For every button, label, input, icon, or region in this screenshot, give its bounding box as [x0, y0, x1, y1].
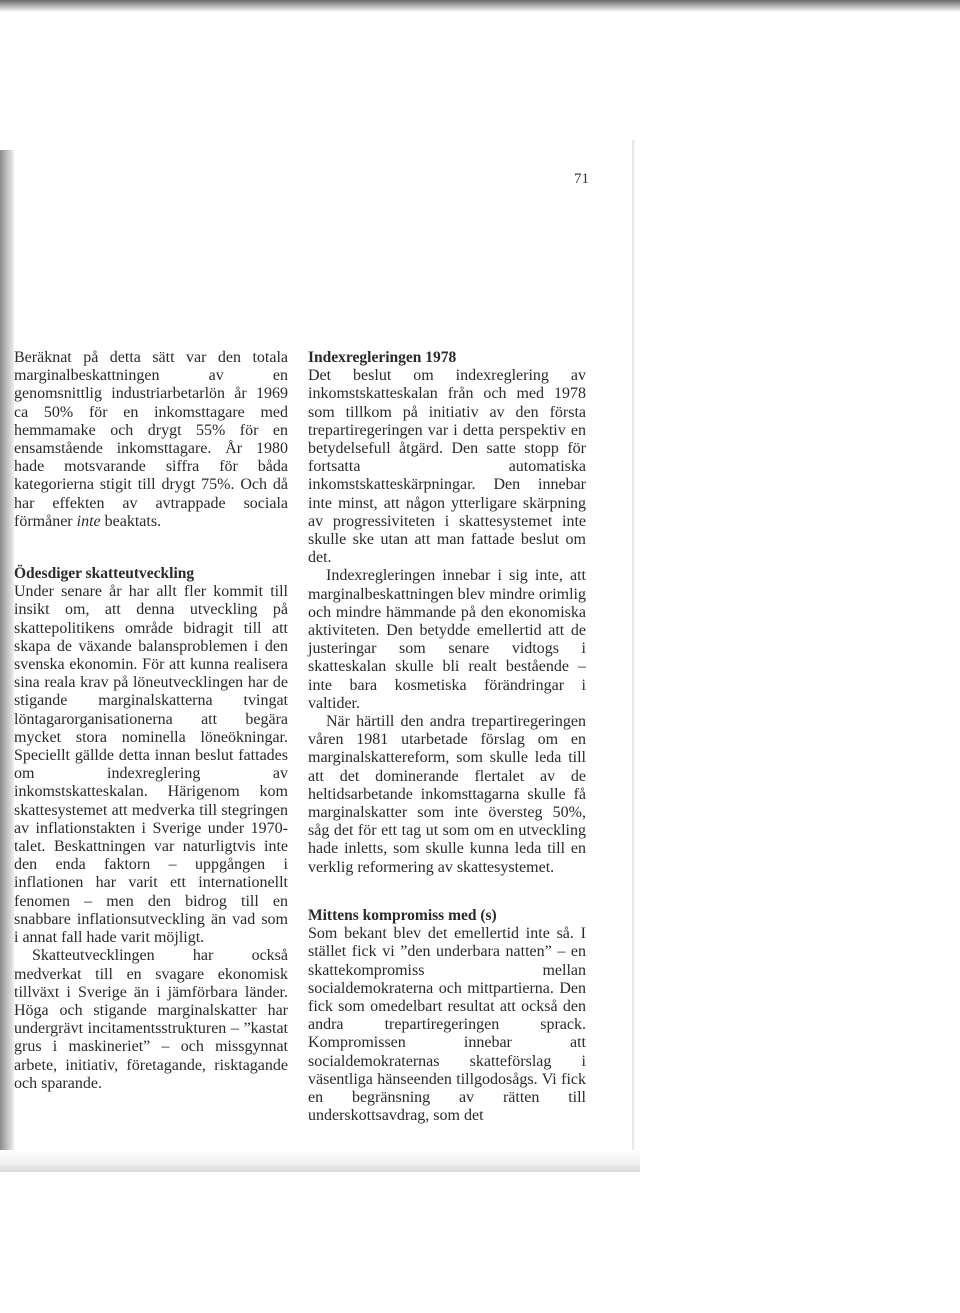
- section2-paragraph-3: När härtill den andra trepartiregeringen våren 1981 utarbetade förslag om en marginalskattereform, som skulle leda till att det dominerande flertalet av de heltidsarbetande inkomsttagarna skulle få marginalskatter som inte översteg 50%, såg det för ett tag ut som om en utveckling hade inletts, som skulle kunna leda till en verklig reformering av skattesystemet.: [308, 713, 586, 876]
- section-heading-odesdiger: Ödesdiger skatteutveckling: [14, 565, 195, 583]
- page-bottom-edge: [0, 1150, 640, 1172]
- section2-paragraph-1: Det beslut om indexreglering av inkomstskatteskalan från och med 1978 som tillkom på initiativ av den första trepartiregeringen var i detta perspektiv en betydelsefull åtgärd. Den satte stopp för fortsatta automatiska inkomstskatteskärpningar. Den innebar inte minst, att någon ytterligare skärpning av progressiviteten i skattesystemet inte skulle ske utan att man fattade beslut om det.: [308, 367, 586, 567]
- scan-left-border: [0, 150, 14, 1170]
- section1-paragraph-1: Under senare år har allt fler kommit till insikt om, att denna utveckling på skattepolitikens område bidragit till att skapa de växande balansproblemen i den svenska ekonomin. För att kunna realisera sina reala krav på löneutvecklingen har de stigande marginalskatterna tvingat löntagarorganisationerna att begära mycket stora nominella löneökningar. Speciellt gällde detta innan beslut fattades om indexreglering av inkomstskatteskalan. Härigenom kom skattesystemet att medverka till stegringen av inflationstakten i Sverige under 1970-talet. Beskattningen var naturligtvis inte den enda faktorn – uppgången i inflationen har varit ett internationellt fenomen – men den bidrog till en snabbare inflationsutveckling än vad som i annat fall hade varit möjligt.: [14, 583, 288, 947]
- section3-paragraph-1: Som bekant blev det emellertid inte så. I stället fick vi ”den underbara natten” – en skattekompromiss mellan socialdemokraterna och mittpartierna. Den fick som omedelbart resultat att också den andra trepartiregeringen sprack. Kompromissen innebar att socialdemokraternas skatteförslag i väsentliga hänseenden tillgodosågs. Vi fick en begränsning av rätten till underskottsavdrag, som det: [308, 925, 586, 1125]
- section-heading-mittens: Mittens kompromiss med (s): [308, 906, 497, 924]
- scan-top-edge: [0, 0, 960, 12]
- intro-text: Beräknat på detta sätt var den totala marginalbeskattningen av en genomsnittlig industriarbetarlön år 1969 ca 50% för en inkomsttagare med hemmamake och drygt 55% för en ensamstående inkomsttagare. År 1980 hade motsvarande siffra för båda kategorierna stigit till drygt 75%. Och då har effekten av avtrappade sociala förmåner: [14, 349, 288, 530]
- left-column: [14, 349, 288, 1093]
- intro-end: beaktats.: [104, 512, 162, 530]
- page-number: 71: [574, 171, 589, 187]
- intro-emphasis: inte: [76, 512, 101, 530]
- intro-paragraph: [14, 349, 288, 531]
- right-column: [308, 349, 586, 1125]
- section1-paragraph-2: Skatteutvecklingen har också medverkat till en svagare ekonomisk tillväxt i Sverige än i jämförbara länder. Höga och stigande marginalskatter har undergrävt incitamentsstrukturen – ”kastat grus i maskineriet” – och missgynnat arbete, initiativ, företagande, risktagande och sparande.: [14, 947, 288, 1092]
- section-heading-indexregleringen: Indexregleringen 1978: [308, 349, 457, 366]
- section2-paragraph-2: Indexregleringen innebar i sig inte, att marginalbeskattningen blev mindre orimlig och mindre hämmande på den ekonomiska aktiviteten. Den betydde emellertid att de justeringar som senare vidtogs i skatteskalan skulle bli realt bestående – inte bara kosmetiska förändringar i valtider.: [308, 567, 586, 712]
- page-right-edge: [632, 140, 635, 1170]
